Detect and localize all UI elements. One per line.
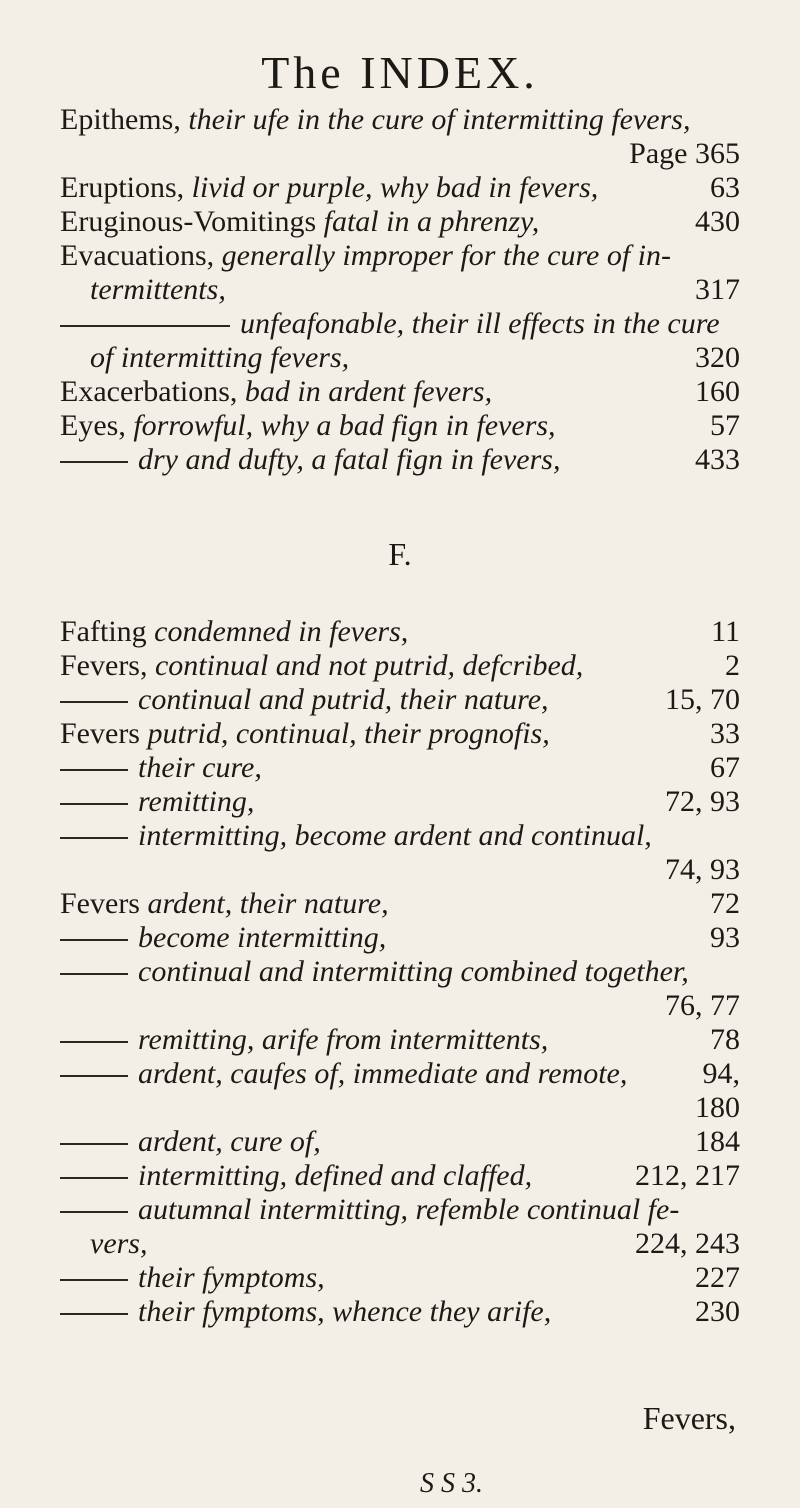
- section-letter: F.: [388, 536, 412, 572]
- ditto-dash: [60, 325, 230, 327]
- entry-page: 2: [725, 649, 740, 682]
- entry-page: 78: [710, 1023, 740, 1056]
- entry-page: 57: [710, 409, 740, 442]
- index-entry: [60, 440, 740, 480]
- entry-desc: condemned in fevers,: [154, 615, 409, 648]
- entry-desc: ardent, caufes of, immediate and remote,: [138, 1057, 628, 1090]
- ditto-dash: [60, 973, 128, 975]
- entry-desc: continual and intermitting combined together,: [138, 955, 689, 988]
- entry-head: Eyes,: [60, 409, 126, 442]
- entry-page: 160: [695, 375, 740, 408]
- entry-desc: their fymptoms, whence they arife,: [138, 1295, 552, 1328]
- entry-head: Evacuations,: [60, 239, 215, 272]
- ditto-dash: [60, 1041, 128, 1043]
- entry-desc: continual and not putrid, defcribed,: [154, 649, 584, 682]
- entry-page: 67: [710, 751, 740, 784]
- entry-desc: remitting,: [138, 785, 255, 818]
- entry-head: Exacerbations,: [60, 375, 238, 408]
- entry-head: Eruptions,: [60, 171, 185, 204]
- entry-page: 317: [695, 273, 740, 306]
- entry-head: Eruginous-Vomitings: [60, 205, 317, 238]
- entry-desc: termittents,: [90, 273, 226, 306]
- entry-page: 93: [710, 921, 740, 954]
- entry-head: Fevers: [60, 887, 140, 920]
- entry-desc: dry and dufty, a fatal fign in fevers,: [138, 443, 561, 476]
- entry-page: 212, 217: [635, 1159, 740, 1192]
- index-entry: [60, 1292, 740, 1332]
- ditto-dash: [60, 1211, 128, 1213]
- entry-page: 184: [695, 1125, 740, 1158]
- page-header: The INDEX.: [261, 47, 539, 98]
- entry-page: 11: [711, 615, 740, 648]
- ditto-dash: [60, 1313, 128, 1315]
- entry-page: 433: [695, 443, 740, 476]
- entry-desc: livid or purple, why bad in fevers,: [191, 171, 599, 204]
- entry-page: 94,: [702, 1057, 740, 1090]
- entry-desc: putrid, continual, their prognofis,: [147, 717, 550, 750]
- ditto-dash: [60, 1075, 128, 1077]
- entry-desc: of intermitting fevers,: [90, 341, 350, 374]
- entry-head: Fevers,: [60, 649, 148, 682]
- entry-page: 230: [695, 1295, 740, 1328]
- entry-desc: autumnal intermitting, refemble continual fe-: [138, 1193, 680, 1226]
- entry-desc: continual and putrid, their nature,: [138, 683, 549, 716]
- entry-desc: become intermitting,: [138, 921, 387, 954]
- entry-page: 74, 93: [665, 853, 740, 886]
- entry-desc: vers,: [90, 1227, 148, 1260]
- entry-desc: generally improper for the cure of in-: [221, 239, 671, 272]
- entry-desc: unfeafonable, their ill effects in the cure: [240, 307, 720, 340]
- entry-desc: their cure,: [138, 751, 262, 784]
- entry-desc: fatal in a phrenzy,: [323, 205, 540, 238]
- ditto-dash: [60, 803, 128, 805]
- entry-page: 180: [695, 1091, 740, 1124]
- signature-mark: S S 3.: [420, 1468, 483, 1499]
- entry-page: Page 365: [629, 137, 740, 170]
- entry-desc: their ufe in the cure of intermitting fevers,: [188, 103, 691, 136]
- ditto-dash: [60, 1177, 128, 1179]
- entry-page: 320: [695, 341, 740, 374]
- ditto-dash: [60, 701, 128, 703]
- ditto-dash: [60, 939, 128, 941]
- entry-page: 76, 77: [665, 989, 740, 1022]
- entry-head: Fevers: [60, 717, 140, 750]
- entry-page: 15, 70: [665, 683, 740, 716]
- entry-page: 430: [695, 205, 740, 238]
- entry-desc: intermitting, become ardent and continual,: [138, 819, 652, 852]
- ditto-dash: [60, 837, 128, 839]
- entry-head: Fafting: [60, 615, 147, 648]
- ditto-dash: [60, 1279, 128, 1281]
- ditto-dash: [60, 1143, 128, 1145]
- catchword: Fevers,: [642, 1400, 736, 1436]
- ditto-dash: [60, 461, 128, 463]
- entry-desc: remitting, arife from intermittents,: [138, 1023, 549, 1056]
- entry-desc: their fymptoms,: [138, 1261, 325, 1294]
- entry-page: 224, 243: [635, 1227, 740, 1260]
- entry-desc: intermitting, defined and claffed,: [138, 1159, 533, 1192]
- entry-desc: ardent, cure of,: [138, 1125, 321, 1158]
- entry-desc: ardent, their nature,: [147, 887, 389, 920]
- entry-page: 227: [695, 1261, 740, 1294]
- entry-page: 33: [710, 717, 740, 750]
- entry-page: 72: [710, 887, 740, 920]
- entry-page: 63: [710, 171, 740, 204]
- entry-page: 72, 93: [665, 785, 740, 818]
- ditto-dash: [60, 769, 128, 771]
- entry-desc: bad in ardent fevers,: [244, 375, 493, 408]
- entry-head: Epithems,: [60, 103, 181, 136]
- entry-desc: forrowful, why a bad fign in fevers,: [133, 409, 556, 442]
